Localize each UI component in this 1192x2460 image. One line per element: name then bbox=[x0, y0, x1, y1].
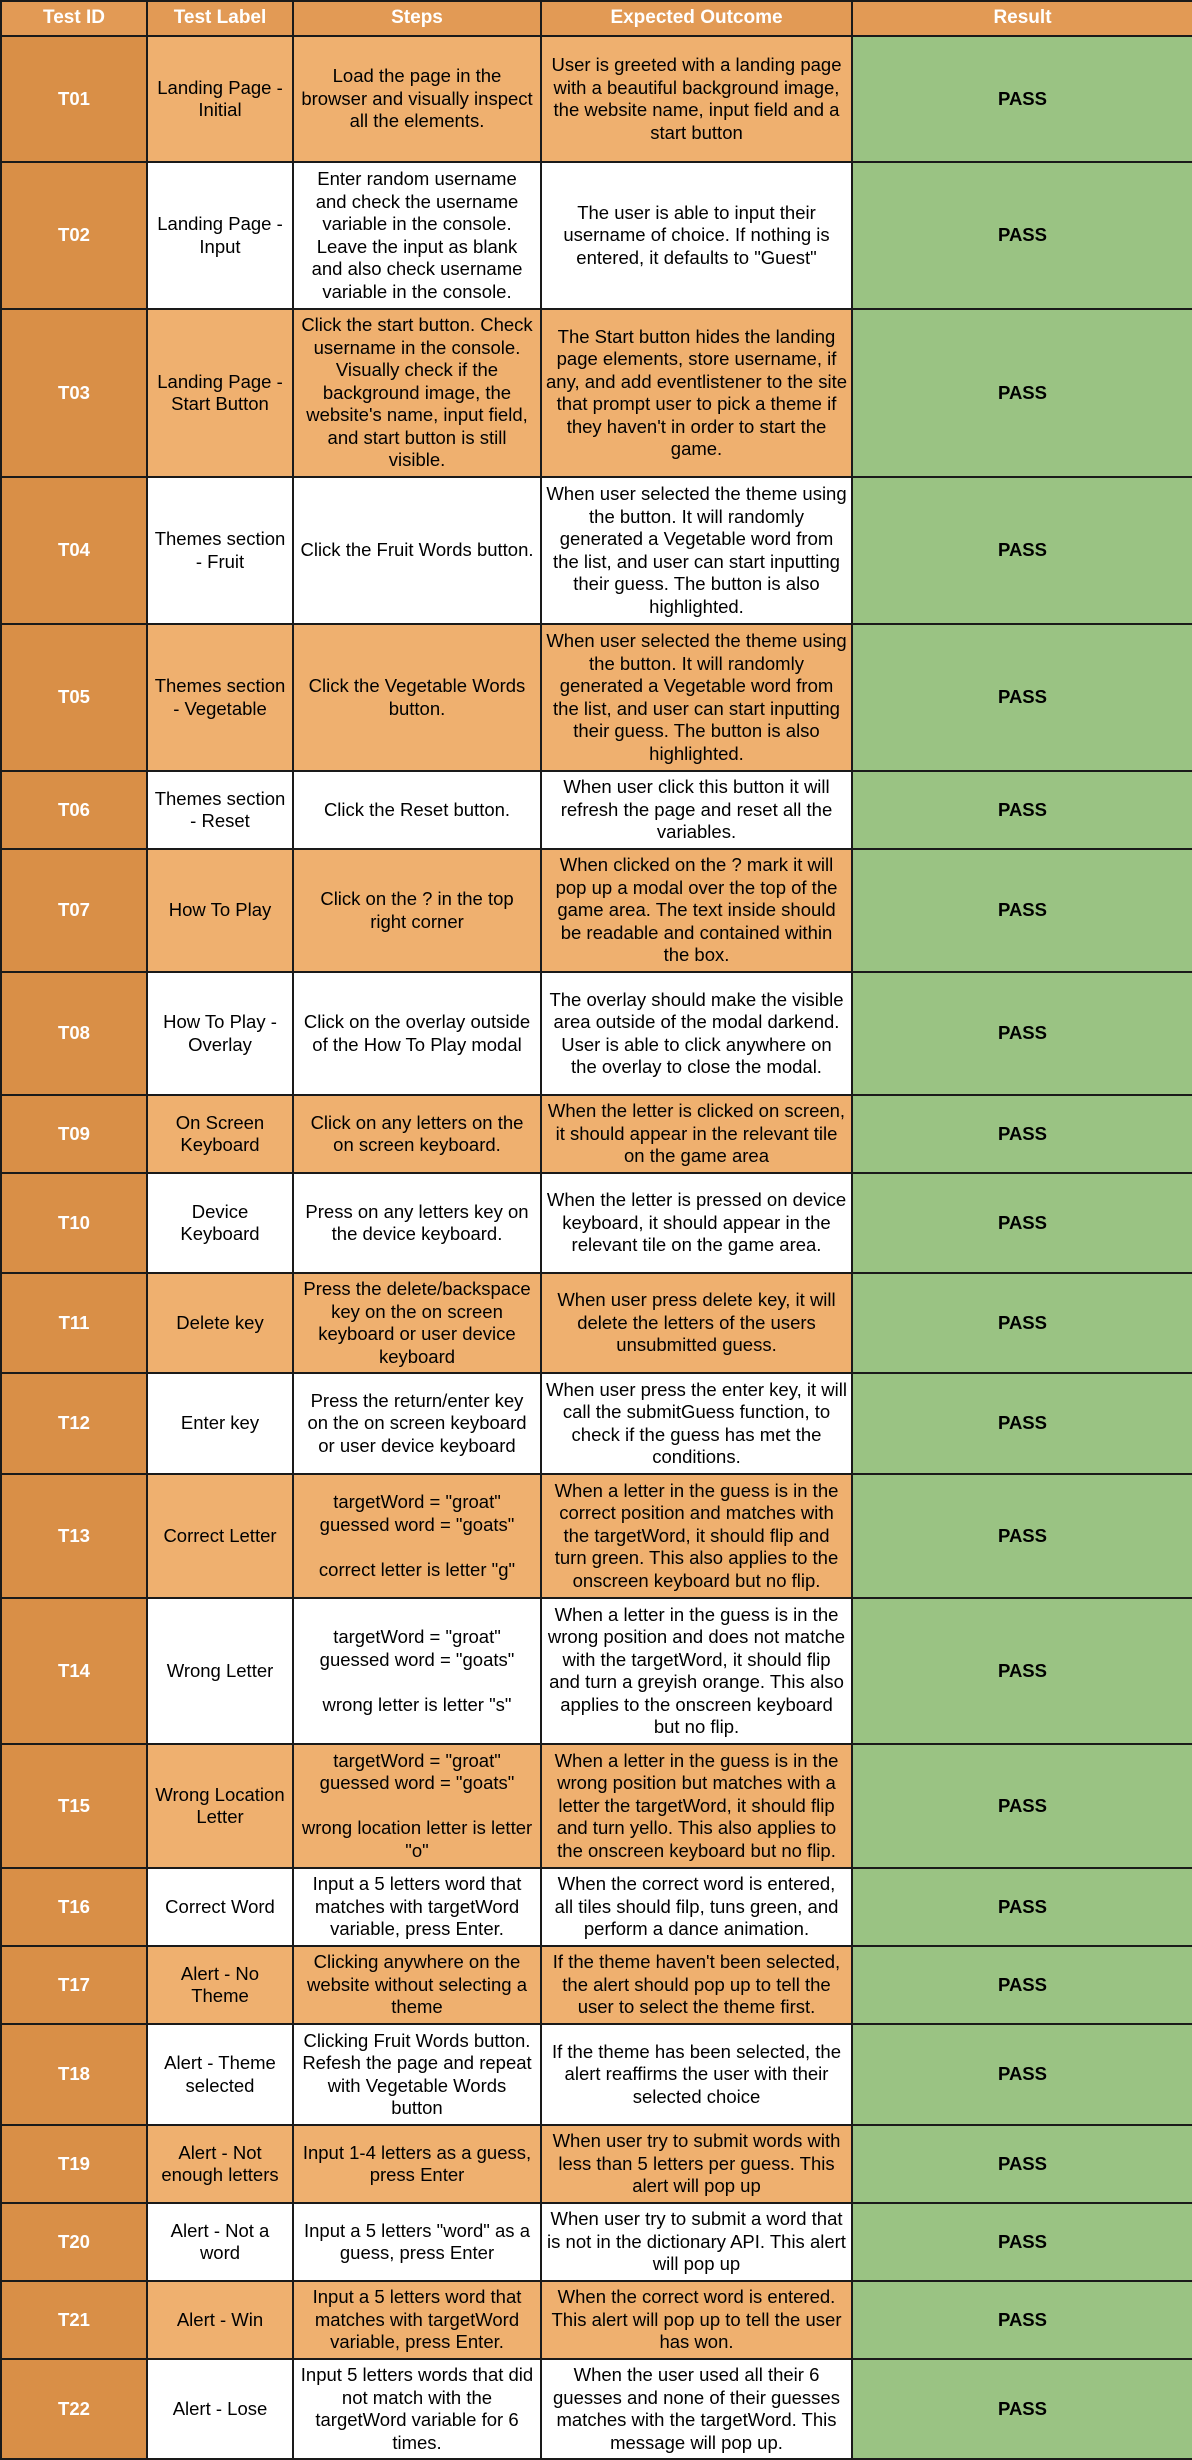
table-row bbox=[1, 2203, 1192, 2281]
test-label: Landing Page - Input bbox=[147, 162, 293, 309]
test-steps: Press the delete/backspace key on the on screen keyboard or user device keyboard bbox=[293, 1273, 541, 1373]
test-label: Correct Word bbox=[147, 1868, 293, 1946]
table-row bbox=[1, 624, 1192, 771]
test-steps: Load the page in the browser and visually inspect all the elements. bbox=[293, 36, 541, 162]
test-id: T18 bbox=[1, 2024, 147, 2125]
table-row bbox=[1, 2359, 1192, 2459]
expected-outcome: When user selected the theme using the button. It will randomly generated a Vegetable word from the list, and user can start inputting their guess. The button is also highlighted. bbox=[541, 624, 852, 771]
test-label: How To Play - Overlay bbox=[147, 972, 293, 1095]
test-label: Landing Page - Initial bbox=[147, 36, 293, 162]
table-row bbox=[1, 1095, 1192, 1173]
test-label: Alert - Theme selected bbox=[147, 2024, 293, 2125]
test-label: Themes section - Vegetable bbox=[147, 624, 293, 771]
test-label: On Screen Keyboard bbox=[147, 1095, 293, 1173]
table-row bbox=[1, 1173, 1192, 1273]
expected-outcome: When the letter is pressed on device keyboard, it should appear in the relevant tile on the game area. bbox=[541, 1173, 852, 1273]
expected-outcome: When the user used all their 6 guesses and none of their guesses matches with the targetWord. This message will pop up. bbox=[541, 2359, 852, 2459]
expected-outcome: When user try to submit words with less than 5 letters per guess. This alert will pop up bbox=[541, 2125, 852, 2203]
test-result: PASS bbox=[852, 624, 1192, 771]
test-id: T13 bbox=[1, 1474, 147, 1598]
expected-outcome: When a letter in the guess is in the wrong position and does not matche with the targetWord, it should flip and turn a greyish orange. This also applies to the onscreen keyboard but no flip. bbox=[541, 1598, 852, 1744]
test-steps: Input a 5 letters "word" as a guess, press Enter bbox=[293, 2203, 541, 2281]
table-row bbox=[1, 2125, 1192, 2203]
test-steps: targetWord = "groat" guessed word = "goats" wrong letter is letter "s" bbox=[293, 1598, 541, 1744]
test-id: T16 bbox=[1, 1868, 147, 1946]
test-id: T08 bbox=[1, 972, 147, 1095]
test-label: Correct Letter bbox=[147, 1474, 293, 1598]
test-result: PASS bbox=[852, 2281, 1192, 2359]
test-steps: Clicking anywhere on the website without selecting a theme bbox=[293, 1946, 541, 2024]
expected-outcome: When user selected the theme using the button. It will randomly generated a Vegetable word from the list, and user can start inputting their guess. The button is also highlighted. bbox=[541, 477, 852, 624]
test-steps: Click the Vegetable Words button. bbox=[293, 624, 541, 771]
test-result: PASS bbox=[852, 2125, 1192, 2203]
test-id: T06 bbox=[1, 771, 147, 849]
test-result: PASS bbox=[852, 2203, 1192, 2281]
expected-outcome: The Start button hides the landing page elements, store username, if any, and add eventlistener to the site that prompt user to pick a theme if they haven't in order to start the game. bbox=[541, 309, 852, 477]
test-steps: Press the return/enter key on the on screen keyboard or user device keyboard bbox=[293, 1373, 541, 1474]
test-result: PASS bbox=[852, 1946, 1192, 2024]
expected-outcome: When user click this button it will refresh the page and reset all the variables. bbox=[541, 771, 852, 849]
test-label: Themes section - Reset bbox=[147, 771, 293, 849]
test-id: T11 bbox=[1, 1273, 147, 1373]
test-label: Alert - Win bbox=[147, 2281, 293, 2359]
test-id: T05 bbox=[1, 624, 147, 771]
table-row bbox=[1, 477, 1192, 624]
header-steps: Steps bbox=[293, 1, 541, 36]
test-steps: targetWord = "groat" guessed word = "goats" correct letter is letter "g" bbox=[293, 1474, 541, 1598]
expected-outcome: When clicked on the ? mark it will pop up a modal over the top of the game area. The text inside should be readable and contained within the box. bbox=[541, 849, 852, 972]
test-label: Wrong Letter bbox=[147, 1598, 293, 1744]
test-steps: Click on any letters on the on screen keyboard. bbox=[293, 1095, 541, 1173]
test-label: Landing Page - Start Button bbox=[147, 309, 293, 477]
expected-outcome: When the correct word is entered, all tiles should filp, tuns green, and perform a dance animation. bbox=[541, 1868, 852, 1946]
test-result: PASS bbox=[852, 309, 1192, 477]
header-test-label: Test Label bbox=[147, 1, 293, 36]
test-result: PASS bbox=[852, 972, 1192, 1095]
table-row bbox=[1, 1946, 1192, 2024]
test-steps: Input a 5 letters word that matches with targetWord variable, press Enter. bbox=[293, 2281, 541, 2359]
expected-outcome: When the correct word is entered. This alert will pop up to tell the user has won. bbox=[541, 2281, 852, 2359]
test-label: Alert - Not a word bbox=[147, 2203, 293, 2281]
test-result: PASS bbox=[852, 162, 1192, 309]
test-id: T17 bbox=[1, 1946, 147, 2024]
expected-outcome: User is greeted with a landing page with a beautiful background image, the website name, input field and a start button bbox=[541, 36, 852, 162]
test-steps: Click on the ? in the top right corner bbox=[293, 849, 541, 972]
test-steps: Input 5 letters words that did not match with the targetWord variable for 6 times. bbox=[293, 2359, 541, 2459]
header-result: Result bbox=[852, 1, 1192, 36]
test-result: PASS bbox=[852, 771, 1192, 849]
expected-outcome: If the theme has been selected, the alert reaffirms the user with their selected choice bbox=[541, 2024, 852, 2125]
test-label: Wrong Location Letter bbox=[147, 1744, 293, 1868]
test-id: T10 bbox=[1, 1173, 147, 1273]
test-label: Enter key bbox=[147, 1373, 293, 1474]
test-steps: Click on the overlay outside of the How To Play modal bbox=[293, 972, 541, 1095]
test-result: PASS bbox=[852, 849, 1192, 972]
table-row bbox=[1, 849, 1192, 972]
table-row bbox=[1, 1373, 1192, 1474]
test-label: Alert - Lose bbox=[147, 2359, 293, 2459]
test-id: T01 bbox=[1, 36, 147, 162]
test-id: T14 bbox=[1, 1598, 147, 1744]
header-expected-outcome: Expected Outcome bbox=[541, 1, 852, 36]
table-row bbox=[1, 771, 1192, 849]
table-row bbox=[1, 2024, 1192, 2125]
expected-outcome: When a letter in the guess is in the correct position and matches with the targetWord, it should flip and turn green. This also applies to the onscreen keyboard but no flip. bbox=[541, 1474, 852, 1598]
expected-outcome: The overlay should make the visible area outside of the modal darkend. User is able to click anywhere on the overlay to close the modal. bbox=[541, 972, 852, 1095]
expected-outcome: When user press delete key, it will delete the letters of the users unsubmitted guess. bbox=[541, 1273, 852, 1373]
header-row bbox=[1, 1, 1192, 36]
table-row bbox=[1, 1868, 1192, 1946]
test-result: PASS bbox=[852, 1373, 1192, 1474]
test-label: Alert - No Theme bbox=[147, 1946, 293, 2024]
table-row bbox=[1, 1474, 1192, 1598]
test-steps: Click the Fruit Words button. bbox=[293, 477, 541, 624]
test-label: Themes section - Fruit bbox=[147, 477, 293, 624]
test-id: T12 bbox=[1, 1373, 147, 1474]
table-row bbox=[1, 1744, 1192, 1868]
test-id: T09 bbox=[1, 1095, 147, 1173]
test-id: T03 bbox=[1, 309, 147, 477]
table-row bbox=[1, 1273, 1192, 1373]
test-result: PASS bbox=[852, 1868, 1192, 1946]
test-result: PASS bbox=[852, 477, 1192, 624]
test-id: T21 bbox=[1, 2281, 147, 2359]
test-steps: Clicking Fruit Words button. Refesh the page and repeat with Vegetable Words button bbox=[293, 2024, 541, 2125]
test-result: PASS bbox=[852, 36, 1192, 162]
test-result: PASS bbox=[852, 1173, 1192, 1273]
test-result: PASS bbox=[852, 1598, 1192, 1744]
test-id: T02 bbox=[1, 162, 147, 309]
test-label: Alert - Not enough letters bbox=[147, 2125, 293, 2203]
test-result: PASS bbox=[852, 1273, 1192, 1373]
test-result: PASS bbox=[852, 1744, 1192, 1868]
test-id: T15 bbox=[1, 1744, 147, 1868]
test-steps: Enter random username and check the username variable in the console. Leave the input as blank and also check username variable in the console. bbox=[293, 162, 541, 309]
test-steps: Input 1-4 letters as a guess, press Enter bbox=[293, 2125, 541, 2203]
expected-outcome: When user try to submit a word that is not in the dictionary API. This alert will pop up bbox=[541, 2203, 852, 2281]
test-id: T22 bbox=[1, 2359, 147, 2459]
test-id: T19 bbox=[1, 2125, 147, 2203]
test-steps: Press on any letters key on the device keyboard. bbox=[293, 1173, 541, 1273]
test-label: How To Play bbox=[147, 849, 293, 972]
test-label: Device Keyboard bbox=[147, 1173, 293, 1273]
test-result: PASS bbox=[852, 2359, 1192, 2459]
test-id: T07 bbox=[1, 849, 147, 972]
test-id: T04 bbox=[1, 477, 147, 624]
test-id: T20 bbox=[1, 2203, 147, 2281]
test-steps: Click the Reset button. bbox=[293, 771, 541, 849]
table-row bbox=[1, 309, 1192, 477]
test-result: PASS bbox=[852, 1095, 1192, 1173]
test-steps: Input a 5 letters word that matches with targetWord variable, press Enter. bbox=[293, 1868, 541, 1946]
table-row bbox=[1, 2281, 1192, 2359]
table-row bbox=[1, 162, 1192, 309]
expected-outcome: If the theme haven't been selected, the alert should pop up to tell the user to select the theme first. bbox=[541, 1946, 852, 2024]
expected-outcome: When the letter is clicked on screen, it should appear in the relevant tile on the game area bbox=[541, 1095, 852, 1173]
test-steps: targetWord = "groat" guessed word = "goats" wrong location letter is letter "o" bbox=[293, 1744, 541, 1868]
table-row bbox=[1, 1598, 1192, 1744]
table-row bbox=[1, 36, 1192, 162]
table-row bbox=[1, 972, 1192, 1095]
header-test-id: Test ID bbox=[1, 1, 147, 36]
test-result: PASS bbox=[852, 1474, 1192, 1598]
test-label: Delete key bbox=[147, 1273, 293, 1373]
test-steps: Click the start button. Check username in the console. Visually check if the background image, the website's name, input field, and start button is still visible. bbox=[293, 309, 541, 477]
expected-outcome: When user press the enter key, it will call the submitGuess function, to check if the guess has met the conditions. bbox=[541, 1373, 852, 1474]
expected-outcome: The user is able to input their username of choice. If nothing is entered, it defaults to "Guest" bbox=[541, 162, 852, 309]
test-result: PASS bbox=[852, 2024, 1192, 2125]
expected-outcome: When a letter in the guess is in the wrong position but matches with a letter the targetWord, it should flip and turn yello. This also applies to the onscreen keyboard but no flip. bbox=[541, 1744, 852, 1868]
